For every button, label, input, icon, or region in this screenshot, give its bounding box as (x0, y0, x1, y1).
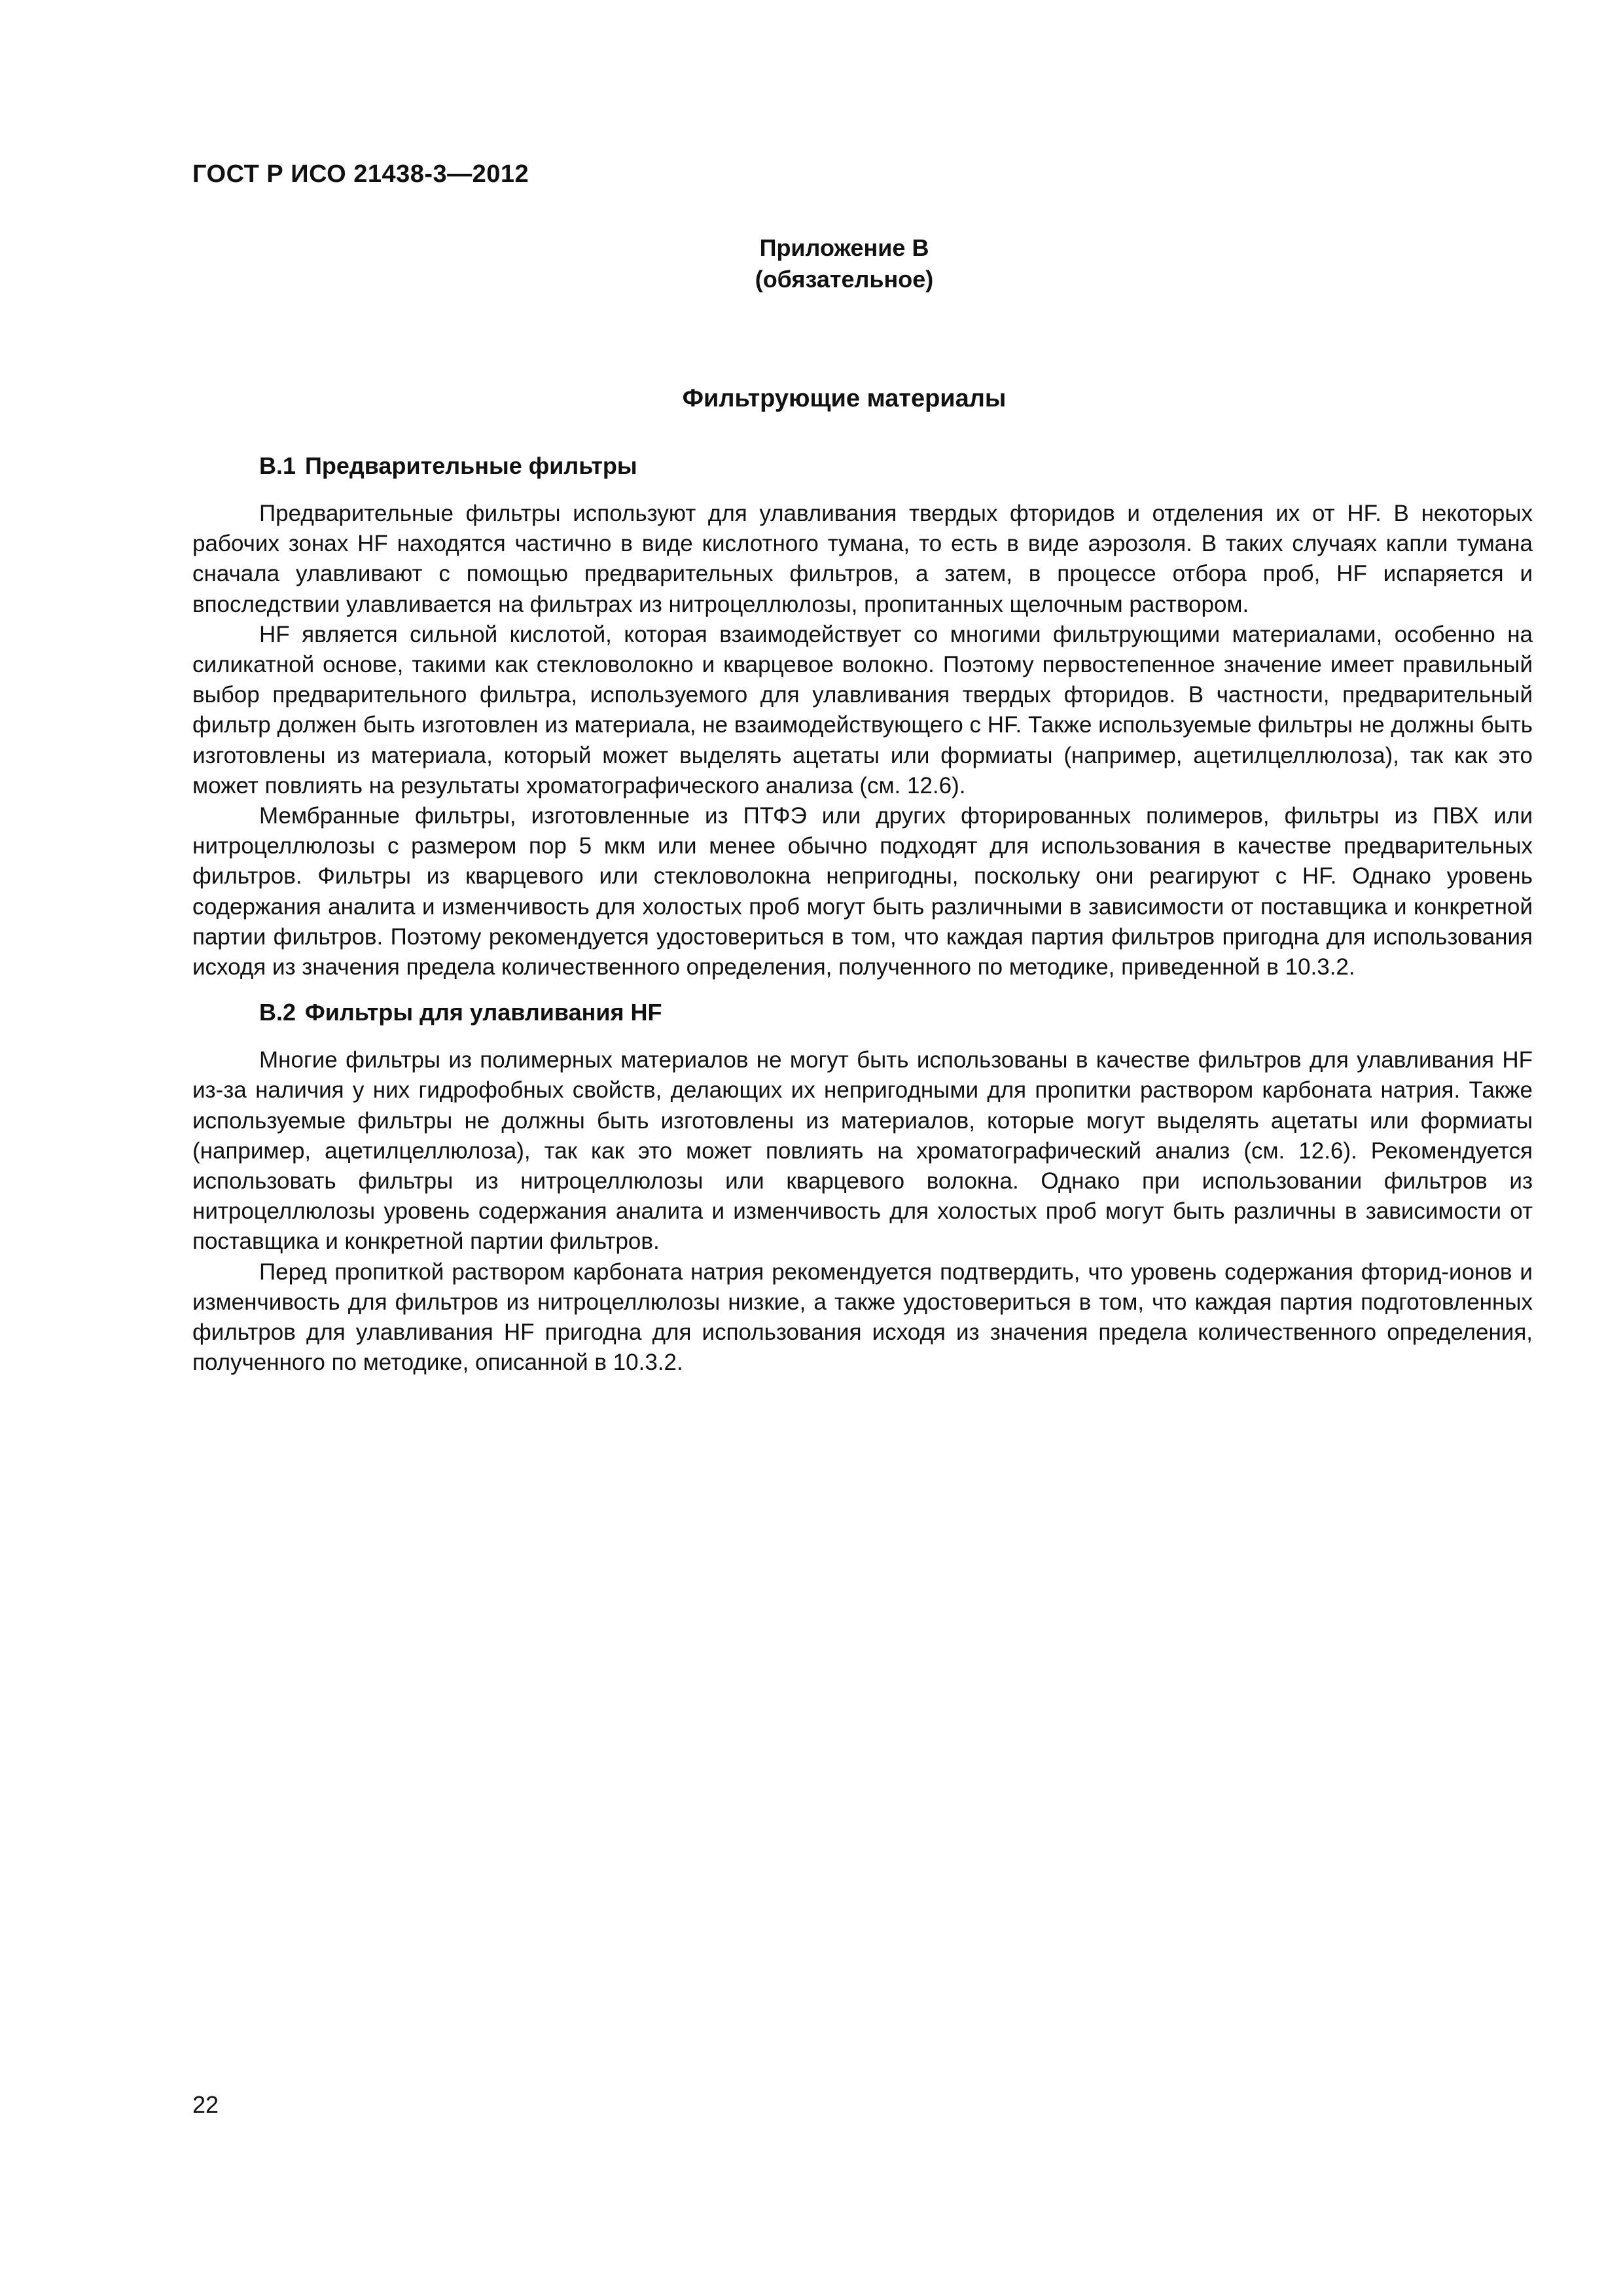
section-b2 (192, 997, 1533, 1378)
document-code: ГОСТ Р ИСО 21438-3—2012 (192, 160, 529, 188)
section-title: Фильтры для улавливания HF (305, 999, 662, 1026)
section-heading (192, 997, 1533, 1028)
section-title: Предварительные фильтры (305, 452, 637, 479)
section-b1 (192, 450, 1533, 982)
paragraph: Мембранные фильтры, изготовленные из ПТФЭ или других фторированных полимеров, фильтры из ПВХ или нитроцеллюлозы с размером пор 5 мкм или менее обычно подходят для использования в качестве предварительных фильтров. Фильтры из кварцевого или стекловолокна непригодны, поскольку они реагируют с HF. Однако уровень содержания аналита и изменчивость для холостых проб могут быть различными в зависимости от поставщика и конкретной партии фильтров. Поэтому рекомендуется удостовериться в том, что каждая партия фильтров пригодна для использования исходя из значения предела количественного определения, полученного по методике, приведенной в 10.3.2. (192, 803, 1533, 980)
appendix-label: Приложение В (759, 234, 929, 261)
paragraph: Перед пропиткой раствором карбоната натрия рекомендуется подтвердить, что уровень содержания фторид-ионов и изменчивость для фильтров из нитроцеллюлозы низкие, а также удостовериться в том, что каждая партия подготовленных фильтров для улавливания HF пригодна для использования исходя из значения предела количественного определения, полученного по методике, описанной в 10.3.2. (192, 1259, 1533, 1376)
document-body (192, 450, 1533, 1392)
appendix-status: (обязательное) (755, 266, 934, 293)
appendix-heading (674, 232, 1014, 295)
paragraph: HF является сильной кислотой, которая взаимодействует со многими фильтрующими материалами, особенно на силикатной основе, такими как стекловолокно и кварцевое волокно. Поэтому первостепенное значение имеет правильный выбор предварительного фильтра, используемого для улавливания твердых фторидов. В частности, предварительный фильтр должен быть изготовлен из материала, не взаимодействующего с HF. Также используемые фильтры не должны быть изготовлены из материала, который может выделять ацетаты или формиаты (например, ацетилцеллюлоза), так как это может повлиять на результаты хроматографического анализа (см. 12.6). (192, 621, 1533, 798)
paragraph: Многие фильтры из полимерных материалов не могут быть использованы в качестве фильтров для улавливания HF из-за наличия у них гидрофобных свойств, делающих их непригодными для пропитки раствором карбоната натрия. Также используемые фильтры не должны быть изготовлены из материалов, которые могут выделять ацетаты или формиаты (например, ацетилцеллюлоза), так как это может повлиять на хроматографический анализ (см. 12.6). Рекомендуется использовать фильтры из нитроцеллюлозы или кварцевого волокна. Однако при использовании фильтров из нитроцеллюлозы уровень содержания аналита и изменчивость для холостых проб могут быть различны в зависимости от поставщика и конкретной партии фильтров. (192, 1047, 1533, 1255)
page-title: Фильтрующие материалы (682, 385, 1007, 412)
section-number: В.2 (259, 999, 296, 1026)
page-number: 22 (192, 2091, 219, 2118)
section-heading (192, 450, 1533, 482)
section-number: В.1 (259, 452, 296, 479)
paragraph: Предварительные фильтры используют для улавливания твердых фторидов и отделения их от HF. В некоторых рабочих зонах HF находятся частично в виде кислотного тумана, то есть в виде аэрозоля. В таких случаях капли тумана сначала улавливают с помощью предварительных фильтров, а затем, в процессе отбора проб, HF испаряется и впоследствии улавливается на фильтрах из нитроцеллюлозы, пропитанных щелочным раствором. (192, 501, 1533, 617)
